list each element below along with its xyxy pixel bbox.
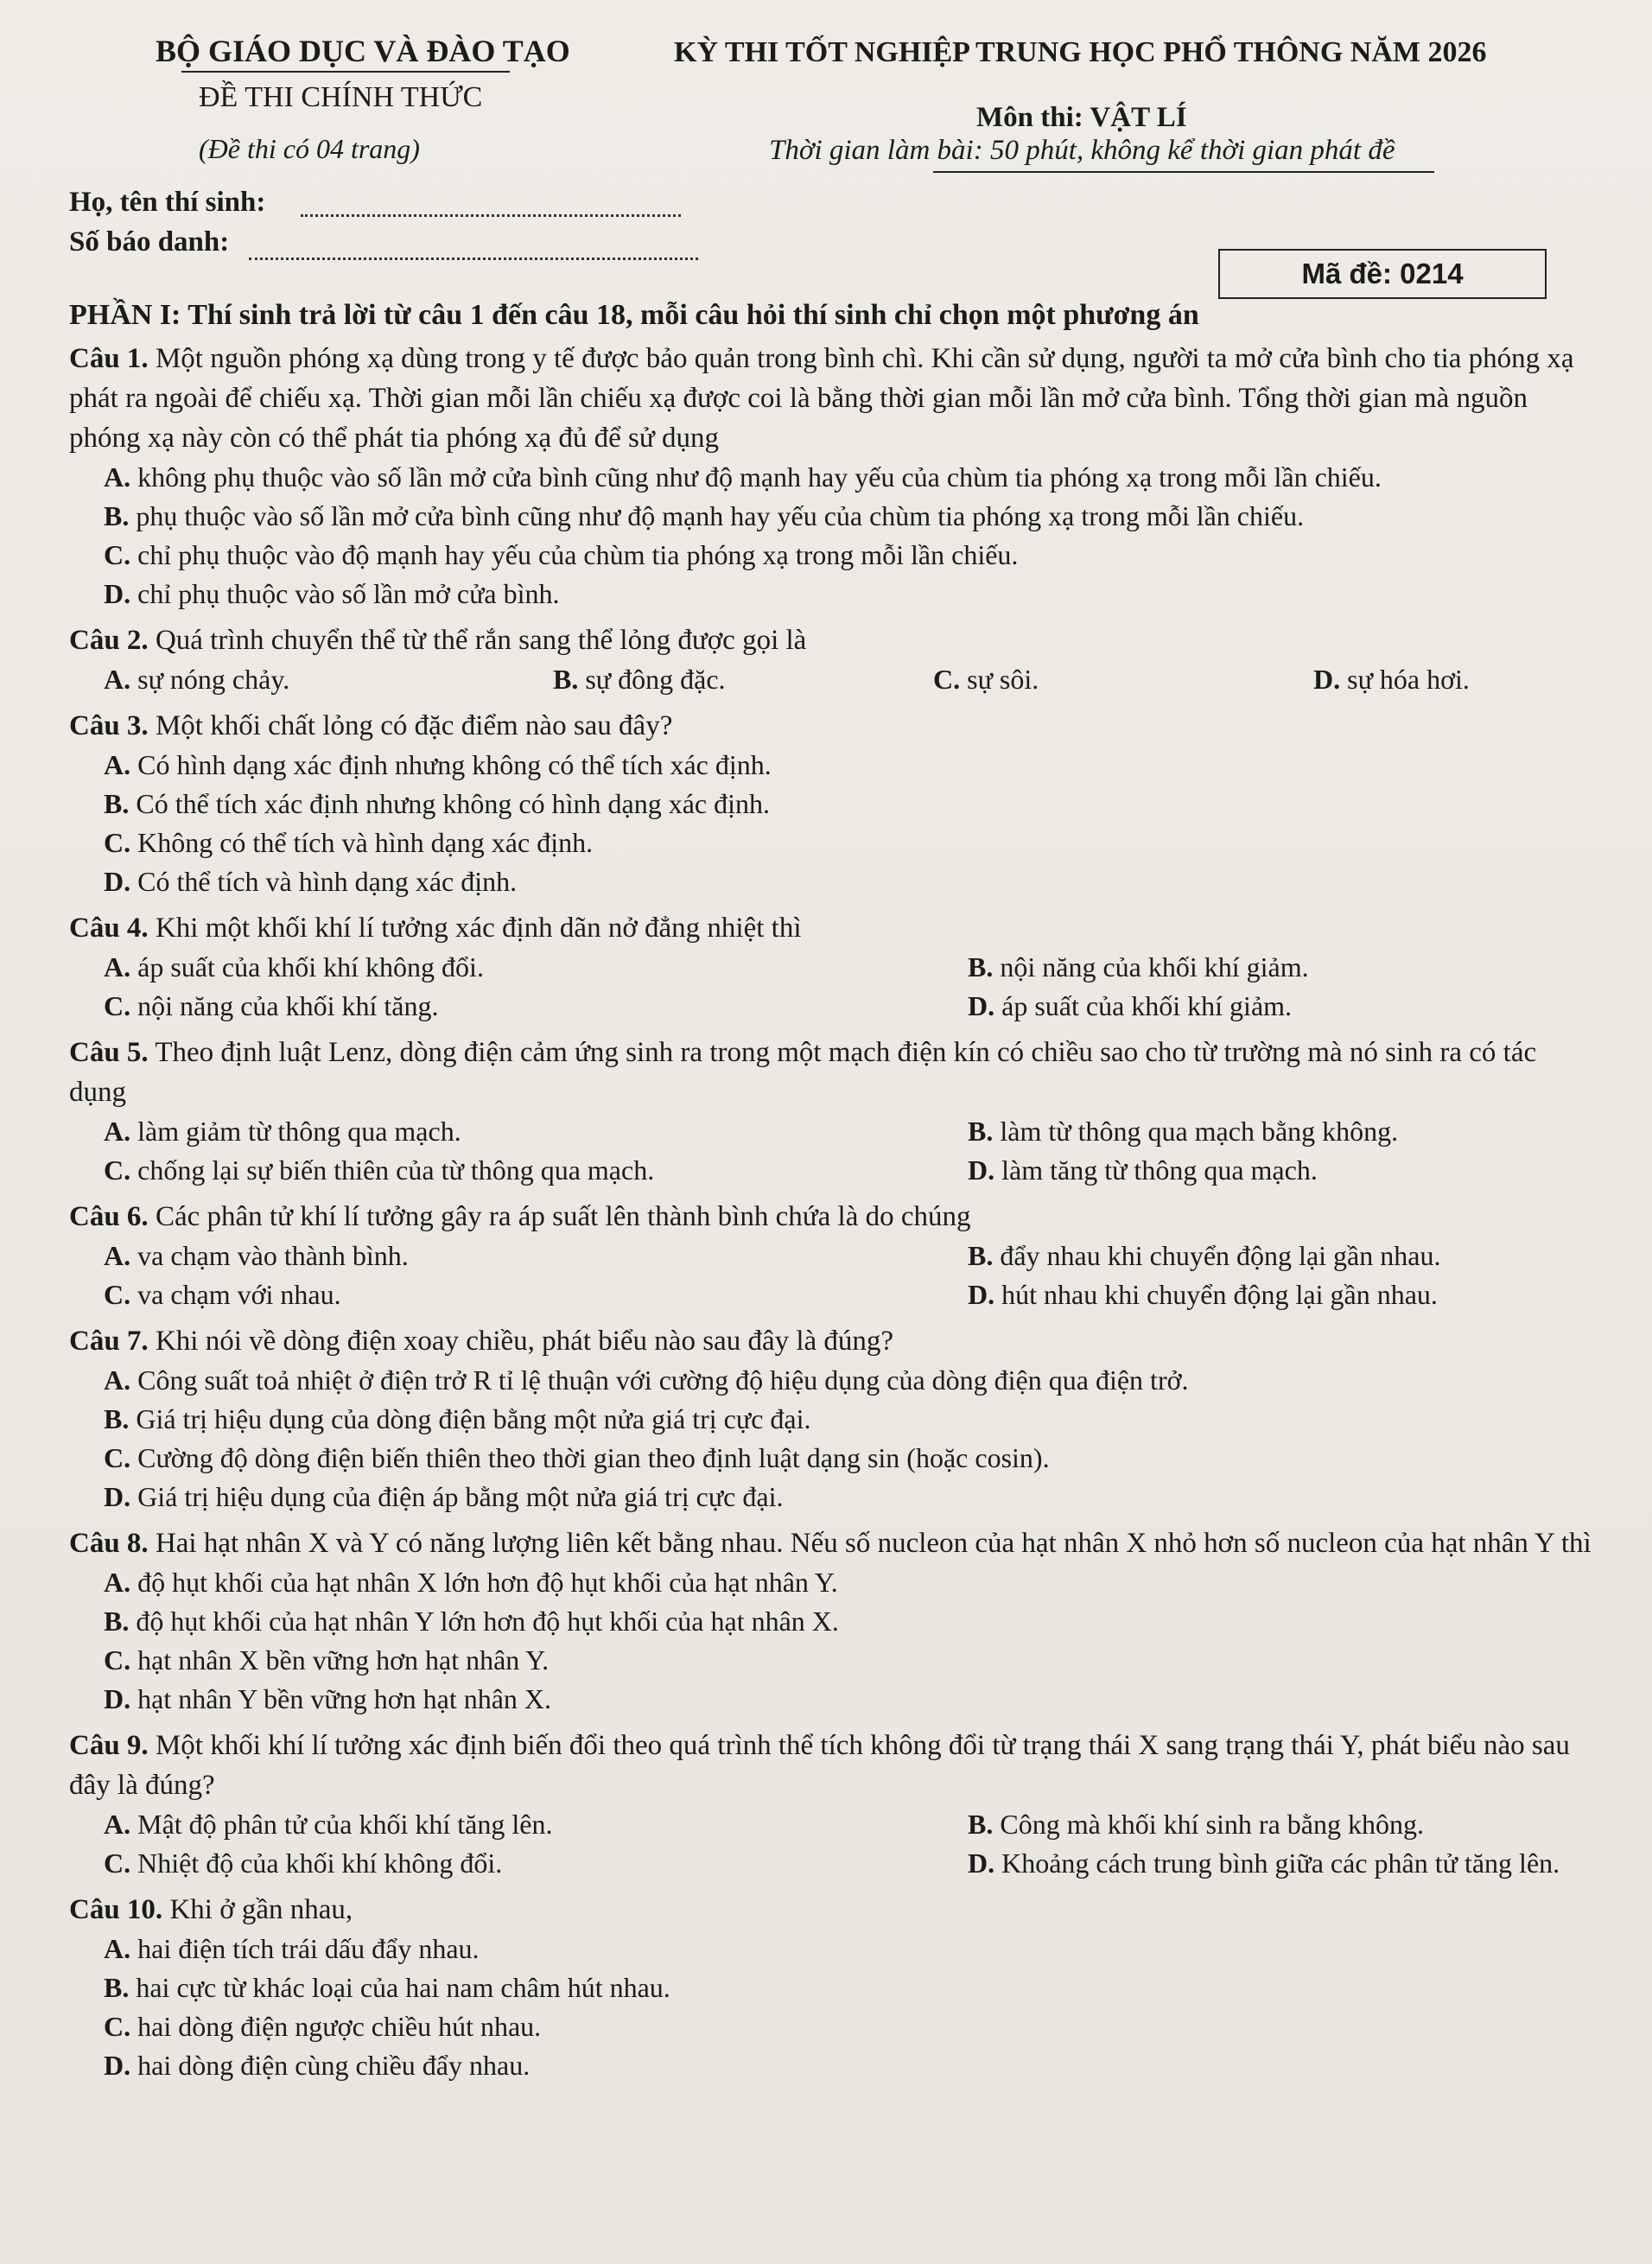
- page-count: (Đề thi có 04 trang): [199, 133, 420, 164]
- option-label: A.: [104, 951, 131, 983]
- option-text: hạt nhân X bền vững hơn hạt nhân Y.: [137, 1644, 550, 1676]
- option: [104, 1400, 1592, 1439]
- option-text: sự hóa hơi.: [1347, 664, 1470, 695]
- question-text: Khi nói về dòng điện xoay chiều, phát biểu nào sau đây là đúng?: [155, 1326, 894, 1357]
- options: [69, 1361, 1592, 1517]
- exam-code-box: Mã đề: 0214: [1218, 249, 1547, 299]
- option-label: C.: [104, 990, 131, 1021]
- option: [968, 987, 1590, 1026]
- option-label: C.: [104, 539, 131, 570]
- option-text: Có hình dạng xác định nhưng không có thể tích xác định.: [137, 749, 772, 780]
- option: [104, 1151, 968, 1190]
- option-text: Công suất toả nhiệt ở điện trở R tỉ lệ thuận với cường độ hiệu dụng của dòng điện qua điện trở.: [137, 1364, 1189, 1396]
- question-number: Câu 5.: [69, 1037, 149, 1068]
- option-label: C.: [933, 664, 961, 695]
- option: [1313, 660, 1573, 699]
- option-text: Có thể tích và hình dạng xác định.: [137, 866, 518, 897]
- question-number: Câu 8.: [69, 1528, 149, 1559]
- ministry-name: BỘ GIÁO DỤC VÀ ĐÀO TẠO: [156, 34, 570, 68]
- option: [104, 497, 1592, 536]
- option: [104, 1112, 968, 1151]
- question-number: Câu 1.: [69, 343, 149, 374]
- option: [104, 1930, 1592, 1968]
- option-label: D.: [968, 990, 995, 1021]
- option-label: B.: [968, 1809, 994, 1840]
- option-label: C.: [104, 1847, 131, 1879]
- option-label: B.: [104, 1403, 130, 1434]
- duration-label: Thời gian làm bài: 50 phút, không kể thời gian phát đề: [769, 135, 1395, 166]
- option-label: C.: [104, 1442, 131, 1473]
- option-text: hai dòng điện cùng chiều đẩy nhau.: [137, 2050, 531, 2081]
- option-label: D.: [104, 866, 131, 897]
- option: [104, 1968, 1592, 2007]
- option: [104, 2046, 1592, 2085]
- option-label: A.: [104, 664, 131, 695]
- option: [104, 824, 1592, 862]
- option-label: A.: [104, 1240, 131, 1271]
- option-label: C.: [104, 1154, 131, 1186]
- options: [69, 1112, 1592, 1190]
- question-text: Một khối chất lỏng có đặc điểm nào sau đây?: [155, 710, 673, 741]
- option-text: Công mà khối khí sinh ra bằng không.: [1000, 1809, 1424, 1840]
- option-text: hai điện tích trái dấu đẩy nhau.: [137, 1933, 480, 1964]
- question-number: Câu 6.: [69, 1201, 149, 1232]
- question-number: Câu 4.: [69, 913, 149, 944]
- option-label: A.: [104, 461, 131, 493]
- question-text: Một nguồn phóng xạ dùng trong y tế được bảo quản trong bình chì. Khi cần sử dụng, người ta mở cửa bình cho tia phóng xạ phát ra ngoài để chiếu xạ. Thời gian mỗi lần chiếu xạ được coi là bằng thời gian mỗi lần mở cửa bình. Tổng thời gian mà nguồn phóng xạ này còn có thể phát tia phóng xạ đủ để sử dụng: [69, 343, 1574, 454]
- question-text: Khi một khối khí lí tưởng xác định dãn nở đẳng nhiệt thì: [155, 913, 802, 944]
- part-title: PHẦN I: Thí sinh trả lời từ câu 1 đến câu 18, mỗi câu hỏi thí sinh chỉ chọn một phương án: [69, 299, 1199, 331]
- option: [104, 746, 1592, 785]
- option-text: Không có thể tích và hình dạng xác định.: [137, 827, 594, 858]
- question-number: Câu 10.: [69, 1894, 163, 1925]
- option-text: Giá trị hiệu dụng của điện áp bằng một nửa giá trị cực đại.: [137, 1481, 784, 1512]
- option-label: C.: [104, 827, 131, 858]
- option: [968, 1237, 1590, 1275]
- option-label: B.: [968, 1240, 994, 1271]
- option-text: va chạm với nhau.: [137, 1279, 341, 1310]
- option: [968, 1805, 1590, 1844]
- option-text: hai dòng điện ngược chiều hút nhau.: [137, 2011, 542, 2042]
- option-text: phụ thuộc vào số lần mở cửa bình cũng như độ mạnh hay yếu của chùm tia phóng xạ trong mỗi lần chiếu.: [136, 500, 1305, 531]
- option: [104, 1844, 968, 1883]
- option: [104, 1237, 968, 1275]
- option-label: A.: [104, 1567, 131, 1598]
- option: [553, 660, 933, 699]
- option-label: B.: [104, 1606, 130, 1637]
- option-label: A.: [104, 1364, 131, 1396]
- candidate-name-field: [301, 214, 681, 217]
- option: [104, 2007, 1592, 2046]
- option: [104, 1275, 968, 1314]
- option-text: Khoảng cách trung bình giữa các phân tử tăng lên.: [1001, 1847, 1560, 1879]
- option-label: B.: [553, 664, 579, 695]
- option: [104, 1478, 1592, 1517]
- options: [69, 1237, 1592, 1314]
- question: [69, 1033, 1592, 1112]
- option-text: hạt nhân Y bền vững hơn hạt nhân X.: [137, 1683, 552, 1714]
- option-text: làm giảm từ thông qua mạch.: [137, 1116, 461, 1147]
- option-label: B.: [104, 500, 130, 531]
- option-text: hai cực từ khác loại của hai nam châm hút nhau.: [136, 1972, 670, 2003]
- question: [69, 1726, 1592, 1805]
- question: [69, 908, 1592, 948]
- question: [69, 706, 1592, 746]
- option-text: Giá trị hiệu dụng của dòng điện bằng một nửa giá trị cực đại.: [136, 1403, 811, 1434]
- option-text: nội năng của khối khí giảm.: [1000, 951, 1309, 983]
- option-text: Có thể tích xác định nhưng không có hình dạng xác định.: [136, 788, 770, 819]
- option-text: va chạm vào thành bình.: [137, 1240, 409, 1271]
- option-text: áp suất của khối khí không đổi.: [137, 951, 484, 983]
- option: [104, 1805, 968, 1844]
- options: [69, 1563, 1592, 1719]
- exam-header: [69, 26, 1592, 289]
- options: [69, 746, 1592, 901]
- question-text: Một khối khí lí tưởng xác định biến đổi theo quá trình thể tích không đổi từ trạng thái X sang trạng thái Y, phát biểu nào sau đây là đúng?: [69, 1730, 1570, 1801]
- option: [968, 1112, 1590, 1151]
- question-text: Quá trình chuyển thể từ thể rắn sang thể lỏng được gọi là: [155, 625, 807, 656]
- option: [968, 1151, 1590, 1190]
- option: [104, 1439, 1592, 1478]
- option: [104, 862, 1592, 901]
- option: [104, 948, 968, 987]
- option-text: sự sôi.: [967, 664, 1039, 695]
- option-text: không phụ thuộc vào số lần mở cửa bình cũng như độ mạnh hay yếu của chùm tia phóng xạ trong mỗi lần chiếu.: [137, 461, 1382, 493]
- options: [69, 458, 1592, 614]
- options: [69, 948, 1592, 1026]
- option-text: Cường độ dòng điện biến thiên theo thời gian theo định luật dạng sin (hoặc cosin).: [137, 1442, 1050, 1473]
- candidate-number-field: [249, 258, 698, 260]
- option-label: C.: [104, 2011, 131, 2042]
- option-text: hút nhau khi chuyển động lại gần nhau.: [1001, 1279, 1438, 1310]
- option-label: B.: [968, 1116, 994, 1147]
- official-label: ĐỀ THI CHÍNH THỨC: [199, 81, 483, 113]
- option-label: D.: [104, 578, 131, 609]
- candidate-number-label: Số báo danh:: [69, 226, 230, 258]
- option-label: D.: [968, 1279, 995, 1310]
- question: [69, 620, 1592, 660]
- divider: [933, 171, 1434, 173]
- option-label: D.: [104, 2050, 131, 2081]
- option-text: độ hụt khối của hạt nhân X lớn hơn độ hụt khối của hạt nhân Y.: [137, 1567, 838, 1598]
- option: [968, 1275, 1590, 1314]
- option: [104, 536, 1592, 575]
- question-text: Các phân tử khí lí tưởng gây ra áp suất lên thành bình chứa là do chúng: [155, 1201, 971, 1232]
- option-label: A.: [104, 1933, 131, 1964]
- option-text: Mật độ phân tử của khối khí tăng lên.: [137, 1809, 553, 1840]
- question-number: Câu 9.: [69, 1730, 149, 1761]
- divider: [181, 71, 510, 73]
- option-text: độ hụt khối của hạt nhân Y lớn hơn độ hụt khối của hạt nhân X.: [136, 1606, 839, 1637]
- option: [104, 785, 1592, 824]
- option-text: sự nóng chảy.: [137, 664, 290, 695]
- option-label: C.: [104, 1279, 131, 1310]
- option: [104, 660, 553, 699]
- option-text: chỉ phụ thuộc vào độ mạnh hay yếu của chùm tia phóng xạ trong mỗi lần chiếu.: [137, 539, 1019, 570]
- option-label: D.: [968, 1847, 995, 1879]
- question: [69, 1321, 1592, 1361]
- question: [69, 1890, 1592, 1930]
- option-text: chống lại sự biến thiên của từ thông qua mạch.: [137, 1154, 655, 1186]
- option: [104, 1563, 1592, 1602]
- question: [69, 1197, 1592, 1237]
- option-text: áp suất của khối khí giảm.: [1001, 990, 1293, 1021]
- option-label: B.: [104, 788, 130, 819]
- option: [104, 1602, 1592, 1641]
- question-text: Khi ở gần nhau,: [169, 1894, 353, 1925]
- option-text: sự đông đặc.: [585, 664, 726, 695]
- question-text: Hai hạt nhân X và Y có năng lượng liên kết bằng nhau. Nếu số nucleon của hạt nhân X nhỏ hơn số nucleon của hạt nhân Y thì: [155, 1528, 1592, 1559]
- option: [104, 1641, 1592, 1680]
- option: [968, 948, 1590, 987]
- option-text: làm tăng từ thông qua mạch.: [1001, 1154, 1318, 1186]
- options: [69, 660, 1592, 699]
- question: [69, 1523, 1592, 1563]
- option-text: Nhiệt độ của khối khí không đổi.: [137, 1847, 503, 1879]
- option-text: chỉ phụ thuộc vào số lần mở cửa bình.: [137, 578, 560, 609]
- options: [69, 1805, 1592, 1883]
- option: [933, 660, 1313, 699]
- option-label: D.: [104, 1683, 131, 1714]
- option: [104, 575, 1592, 614]
- option-label: D.: [968, 1154, 995, 1186]
- option: [104, 1361, 1592, 1400]
- candidate-name-label: Họ, tên thí sinh:: [69, 187, 266, 218]
- option: [104, 1680, 1592, 1719]
- option-text: đẩy nhau khi chuyển động lại gần nhau.: [1000, 1240, 1441, 1271]
- option: [104, 987, 968, 1026]
- option-label: B.: [968, 951, 994, 983]
- option: [968, 1844, 1590, 1883]
- option-label: A.: [104, 749, 131, 780]
- option-label: B.: [104, 1972, 130, 2003]
- subject-label: Môn thi: VẬT LÍ: [976, 102, 1187, 133]
- question-number: Câu 2.: [69, 625, 149, 656]
- option-text: làm từ thông qua mạch bằng không.: [1000, 1116, 1399, 1147]
- option-label: D.: [1313, 664, 1341, 695]
- option-label: D.: [104, 1481, 131, 1512]
- question-text: Theo định luật Lenz, dòng điện cảm ứng sinh ra trong một mạch điện kín có chiều sao cho từ trường mà nó sinh ra có tác dụng: [69, 1037, 1537, 1108]
- option-text: nội năng của khối khí tăng.: [137, 990, 439, 1021]
- option-label: A.: [104, 1809, 131, 1840]
- question: [69, 339, 1592, 458]
- question-number: Câu 7.: [69, 1326, 149, 1357]
- option-label: C.: [104, 1644, 131, 1676]
- options: [69, 1930, 1592, 2085]
- question-number: Câu 3.: [69, 710, 149, 741]
- option: [104, 458, 1592, 497]
- exam-title: KỲ THI TỐT NGHIỆP TRUNG HỌC PHỔ THÔNG NĂM 2026: [674, 36, 1487, 68]
- option-label: A.: [104, 1116, 131, 1147]
